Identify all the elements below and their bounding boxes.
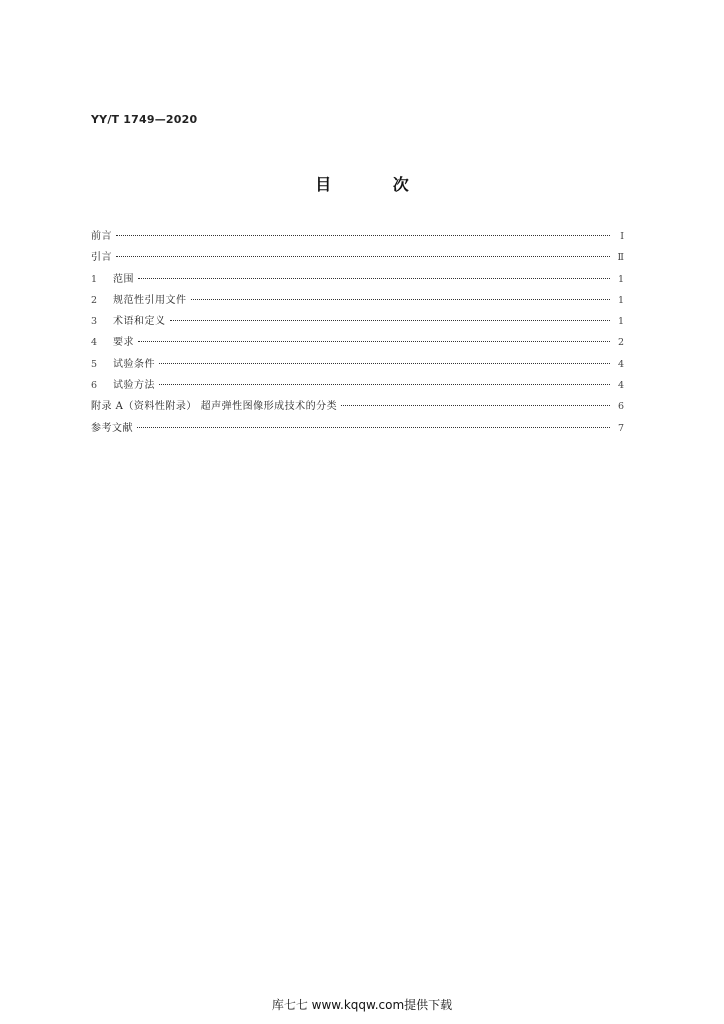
toc-entry-page: 1 bbox=[617, 273, 624, 285]
toc-entry-page: 4 bbox=[617, 380, 624, 392]
toc-entry-page: 7 bbox=[617, 422, 624, 434]
toc-entry-number: 5 bbox=[91, 358, 98, 370]
toc-entry-page: Ⅰ bbox=[620, 231, 624, 242]
toc-entry-page: 4 bbox=[617, 358, 624, 370]
dot-leader bbox=[341, 405, 610, 406]
toc-entry-label: 术语和定义 bbox=[113, 316, 166, 328]
toc-entry-page: 1 bbox=[617, 316, 624, 328]
toc-entry-scope[interactable] bbox=[91, 269, 624, 290]
toc-entry-foreword[interactable] bbox=[91, 226, 624, 247]
toc-entry-bibliography[interactable] bbox=[91, 418, 624, 439]
toc-entry-label: 试验方法 bbox=[113, 380, 155, 392]
dot-leader bbox=[159, 363, 610, 364]
toc-entry-test-conditions[interactable] bbox=[91, 354, 624, 375]
download-watermark: 库七七 www.kqqw.com提供下载 bbox=[271, 998, 453, 1012]
toc-entry-label: 范围 bbox=[113, 273, 134, 285]
dot-leader bbox=[137, 427, 610, 428]
toc-entry-normative-references[interactable] bbox=[91, 290, 624, 311]
toc-entry-terms-definitions[interactable] bbox=[91, 311, 624, 332]
toc-entry-requirements[interactable] bbox=[91, 332, 624, 353]
dot-leader bbox=[116, 256, 610, 257]
toc-entry-annex-a[interactable] bbox=[91, 396, 624, 417]
dot-leader bbox=[138, 341, 610, 342]
toc-title: 目 次 bbox=[315, 175, 437, 194]
toc-entry-page: 1 bbox=[617, 294, 624, 306]
dot-leader bbox=[159, 384, 610, 385]
toc-entry-label: 引言 bbox=[91, 252, 112, 264]
toc-entry-page: Ⅱ bbox=[617, 252, 624, 264]
toc-entry-number: 2 bbox=[91, 294, 98, 306]
table-of-contents bbox=[91, 226, 624, 439]
dot-leader bbox=[170, 320, 611, 321]
toc-entry-label: 前言 bbox=[91, 231, 112, 242]
dot-leader bbox=[116, 235, 610, 236]
dot-leader bbox=[138, 278, 610, 279]
toc-entry-number: 4 bbox=[91, 337, 98, 349]
toc-entry-label: 试验条件 bbox=[113, 358, 155, 370]
toc-entry-label: 附录 A（资料性附录） 超声弹性图像形成技术的分类 bbox=[91, 401, 338, 413]
standard-code: YY/T 1749—2020 bbox=[91, 113, 198, 126]
toc-entry-label: 要求 bbox=[113, 337, 134, 349]
dot-leader bbox=[191, 299, 611, 300]
toc-entry-introduction[interactable] bbox=[91, 247, 624, 268]
toc-entry-test-methods[interactable] bbox=[91, 375, 624, 396]
toc-entry-label: 参考文献 bbox=[91, 422, 133, 434]
toc-entry-page: 6 bbox=[617, 401, 624, 413]
toc-entry-number: 1 bbox=[91, 273, 98, 285]
toc-entry-number: 3 bbox=[91, 316, 98, 328]
toc-entry-number: 6 bbox=[91, 380, 98, 392]
toc-entry-page: 2 bbox=[617, 337, 624, 349]
toc-entry-label: 规范性引用文件 bbox=[113, 294, 187, 306]
